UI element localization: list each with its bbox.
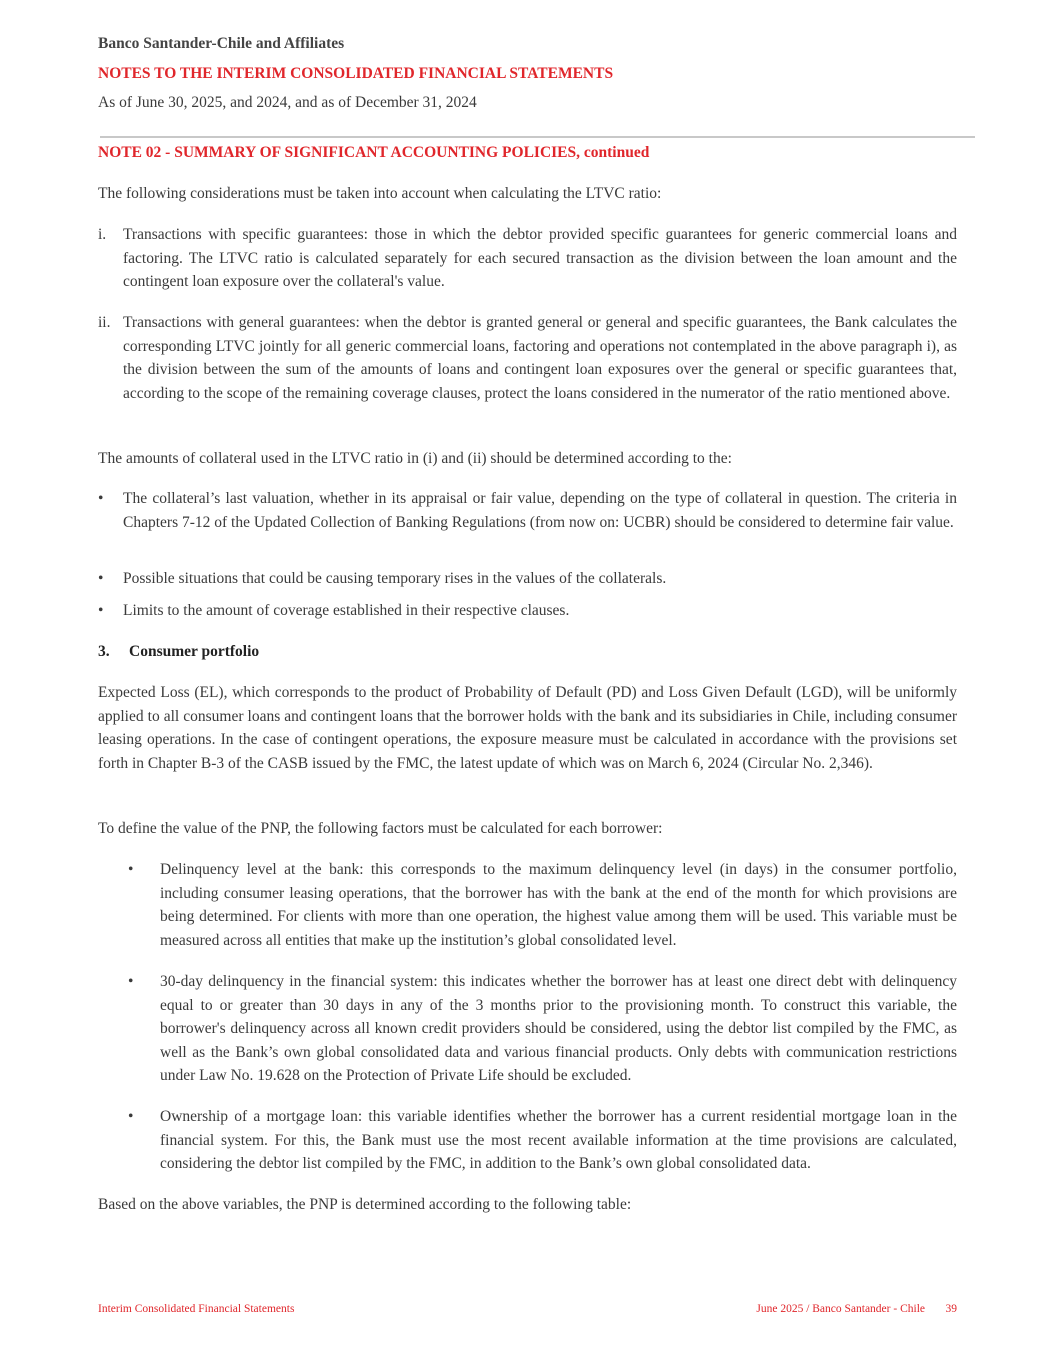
amounts-intro: The amounts of collateral used in the LTVC ratio in (i) and (ii) should be determined according to the: [98, 450, 732, 467]
bullet-item [128, 858, 957, 952]
bullet-text: Ownership of a mortgage loan: this variable identifies whether the borrower has a current residential mortgage loan in the financial system. For this, the Bank must use the most recent available information at the time provisions are calculated, considering the debtor list compiled by the FMC, in addition to the Bank’s own global consolidated data. [160, 1108, 957, 1172]
header-divider [100, 136, 975, 138]
bullet-icon: • [128, 973, 134, 990]
item-marker: i. [98, 226, 107, 243]
bullet-icon: • [98, 490, 104, 507]
footer-right: June 2025 / Banco Santander - Chile [756, 1303, 925, 1315]
section-number: 3. [98, 643, 110, 660]
bullet-item [98, 567, 957, 591]
section-title: Consumer portfolio [129, 643, 260, 660]
intro-paragraph: The following considerations must be taken into account when calculating the LTVC ratio: [98, 185, 662, 202]
bullet-text: Limits to the amount of coverage established in their respective clauses. [123, 602, 570, 619]
bullet-icon: • [98, 570, 104, 587]
bullet-item [128, 970, 957, 1088]
closing-paragraph: Based on the above variables, the PNP is determined according to the following table: [98, 1196, 632, 1213]
el-paragraph: Expected Loss (EL), which corresponds to the product of Probability of Default (PD) and Loss Given Default (LGD), will be uniformly applied to all consumer loans and contingent loans that the borrower holds with the bank and its subsidiaries in Chile, including consumer leasing operations. In the case of contingent operations, the exposure measure must be calculated in accordance with the provisions set forth in Chapter B-3 of the CASB issued by the FMC, the latest update of which was on March 6, 2024 (Circular No. 2,346). [98, 684, 957, 772]
date-line: As of June 30, 2025, and 2024, and as of December 31, 2024 [98, 94, 477, 111]
bullet-icon: • [98, 602, 104, 619]
note-title: NOTE 02 - SUMMARY OF SIGNIFICANT ACCOUNTING POLICIES, continued [98, 144, 650, 161]
bullet-icon: • [128, 1108, 134, 1125]
notes-title: NOTES TO THE INTERIM CONSOLIDATED FINANCIAL STATEMENTS [98, 65, 614, 82]
item-text: Transactions with general guarantees: when the debtor is granted general or general and specific guarantees, the Bank calculates the corresponding LTVC jointly for all generic commercial loans, factoring and operations not contemplated in the above paragraph i), as the division between the sum of the amounts of loans and contingent loan exposures over the general or specific guarantees that, according to the scope of the remaining coverage clauses, protect the loans considered in the numerator of the ratio mentioned above. [123, 314, 957, 402]
bullet-item [98, 599, 957, 623]
roman-item [98, 311, 957, 405]
bullet-text: The collateral’s last valuation, whether in its appraisal or fair value, depending on the type of collateral in question. The criteria in Chapters 7-12 of the Updated Collection of Banking Regulations (from now on: UCBR) should be considered to determine fair value. [123, 490, 957, 531]
footer-left: Interim Consolidated Financial Statements [98, 1303, 295, 1315]
bullet-icon: • [128, 861, 134, 878]
pnp-intro: To define the value of the PNP, the following factors must be calculated for each borrower: [98, 820, 663, 837]
item-text: Transactions with specific guarantees: those in which the debtor provided specific guarantees for generic commercial loans and factoring. The LTVC ratio is calculated separately for each secured transaction as the division between the loan amount and the contingent loan exposure over the collateral's value. [123, 226, 957, 290]
bullet-item [128, 1105, 957, 1176]
roman-item [98, 223, 957, 294]
bullet-item [98, 487, 957, 534]
bullet-text: 30-day delinquency in the financial system: this indicates whether the borrower has at least one direct debt with delinquency equal to or greater than 30 days in any of the 3 months prior to the provisioning month. To construct this variable, the borrower's delinquency across all known credit providers should be considered, using the debtor list compiled by the FMC, as well as the Bank’s own global consolidated data and various financial products. Only debts with communication restrictions under Law No. 19.628 on the Protection of Private Life should be excluded. [160, 973, 957, 1084]
bullet-text: Possible situations that could be causing temporary rises in the values of the collaterals. [123, 570, 667, 587]
page-number: 39 [945, 1303, 957, 1315]
item-marker: ii. [98, 314, 111, 331]
bullet-text: Delinquency level at the bank: this corresponds to the maximum delinquency level (in days) in the consumer portfolio, including consumer leasing operations, that the borrower has with the bank at the end of the month for which provisions are being determined. For clients with more than one operation, the highest value among them will be used. This variable must be measured across all entities that make up the institution’s global consolidated level. [160, 861, 957, 949]
section-heading [98, 640, 957, 664]
company-name: Banco Santander-Chile and Affiliates [98, 35, 345, 52]
